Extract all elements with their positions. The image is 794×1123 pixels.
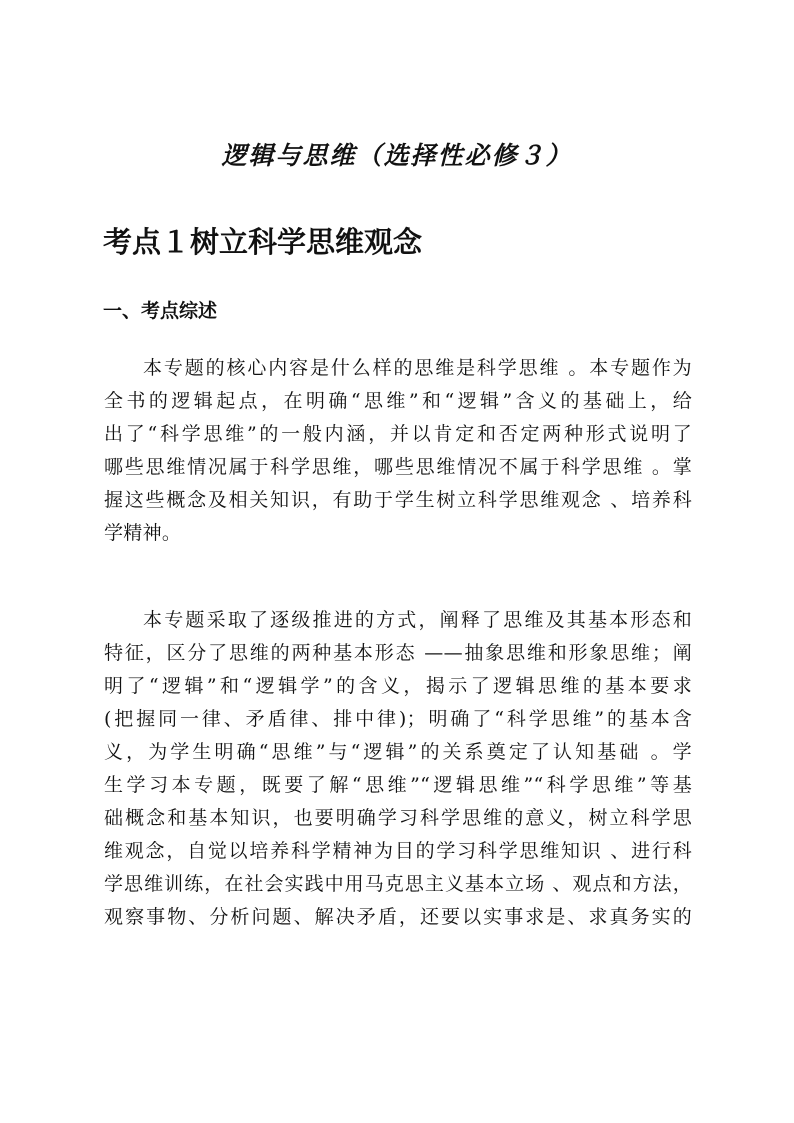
paragraph-line: 出了“科学思维”的一般内涵，并以肯定和否定两种形式说明了 [104, 423, 692, 445]
paragraph-line: 生学习本专题，既要了解“思维”“逻辑思维”“科学思维”等基 [104, 774, 692, 796]
paragraph-2 [104, 604, 692, 934]
paragraph-line: 维观念，自觉以培养科学精神为目的学习科学思维知识 、进行科 [104, 840, 692, 862]
paragraph-line: 学思维训练，在社会实践中用马克思主义基本立场 、观点和方法， [104, 873, 692, 895]
paragraph-line: (把握同一律、矛盾律、排中律)；明确了“科学思维”的基本含 [104, 708, 692, 730]
document-title: 逻辑与思维（选择性必修３） [221, 141, 573, 170]
paragraph-line: 全书的逻辑起点，在明确“思维”和“逻辑”含义的基础上，给 [104, 390, 692, 412]
paragraph-line: 握这些概念及相关知识，有助于学生树立科学思维观念 、培养科 [104, 489, 692, 511]
paragraph-line: 哪些思维情况属于科学思维，哪些思维情况不属于科学思维 。掌 [104, 456, 692, 478]
paragraph-line: 础概念和基本知识，也要明确学习科学思维的意义，树立科学思 [104, 807, 692, 829]
paragraph-line: 学精神。 [104, 522, 182, 544]
paragraph-line: 义，为学生明确“思维”与“逻辑”的关系奠定了认知基础 。学 [104, 741, 692, 763]
paragraph-line: 本专题的核心内容是什么样的思维是科学思维 。本专题作为 [143, 357, 692, 379]
paragraph-1 [104, 352, 692, 550]
paragraph-line: 本专题采取了逐级推进的方式，阐释了思维及其基本形态和 [143, 609, 692, 631]
sub-heading: 一、考点综述 [103, 300, 218, 322]
paragraph-line: 明了“逻辑”和“逻辑学”的含义，揭示了逻辑思维的基本要求 [104, 675, 692, 697]
paragraph-line: 观察事物、分析问题、解决矛盾，还要以实事求是、求真务实的 [104, 906, 692, 928]
section-title: 考点１树立科学思维观念 [103, 225, 423, 259]
paragraph-line: 特征，区分了思维的两种基本形态 ——抽象思维和形象思维；阐 [104, 642, 692, 664]
